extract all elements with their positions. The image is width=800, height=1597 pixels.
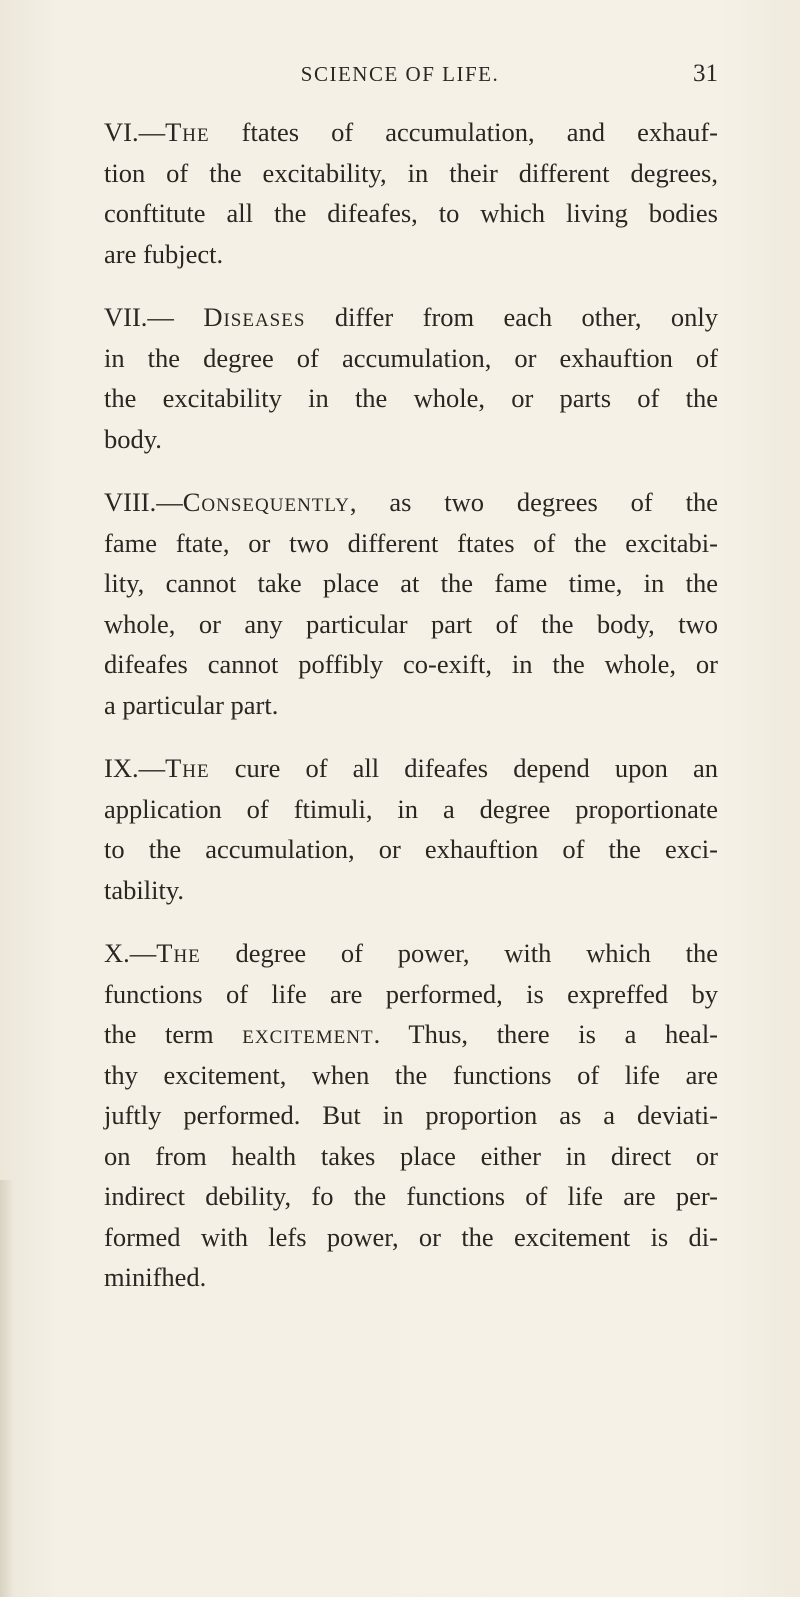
text-line: the term excitement. Thus, there is a heal- — [104, 1019, 719, 1049]
page-edge-shadow — [0, 1180, 14, 1597]
text-line: body. — [104, 423, 162, 454]
body-text — [104, 112, 718, 1321]
paragraph-viii — [104, 482, 718, 725]
paragraph-x — [104, 933, 718, 1298]
text-line: on from health takes place either in direct or — [104, 1140, 718, 1171]
text-line: difeafes cannot poffibly co-exift, in the whole, or — [104, 649, 718, 679]
running-title: SCIENCE OF LIFE. — [300, 62, 500, 86]
text-line: minifhed. — [104, 1262, 207, 1292]
text-line: functions of life are performed, is expreffed by — [104, 978, 718, 1009]
text-line: the excitability in the whole, or parts of the — [104, 383, 718, 413]
text-line: lity, cannot take place at the fame time, in the — [104, 568, 718, 598]
text-line: VIII.—Consequently, as two degrees of the — [104, 487, 718, 517]
text-line: VI.—The ftates of accumulation, and exhauf- — [104, 117, 718, 147]
text-line: juftly performed. But in proportion as a deviati- — [104, 1100, 718, 1130]
text-line: are fubject. — [104, 238, 224, 269]
text-line: to the accumulation, or exhauftion of the exci- — [104, 834, 718, 864]
paragraph-vi — [104, 112, 718, 274]
text-line: fame ftate, or two different ftates of the excitabi- — [104, 527, 718, 558]
paragraph-ix — [104, 748, 718, 910]
text-line: whole, or any particular part of the body, two — [104, 608, 718, 639]
text-line: thy excitement, when the functions of life are — [104, 1059, 718, 1090]
text-line: X.—The degree of power, with which the — [104, 938, 718, 968]
text-line: in the degree of accumulation, or exhauftion of — [104, 342, 718, 373]
text-line: indirect debility, fo the functions of life are per- — [104, 1181, 718, 1211]
text-line: tion of the excitability, in their different degrees, — [104, 157, 718, 188]
text-line: conftitute all the difeafes, to which living bodies — [104, 198, 718, 228]
text-line: VII.— Diseases differ from each other, only — [104, 302, 718, 332]
text-line: a particular part. — [104, 689, 279, 720]
paragraph-vii — [104, 297, 718, 459]
text-line: application of ftimuli, in a degree proportionate — [104, 793, 718, 824]
running-head — [0, 62, 800, 92]
text-line: tability. — [104, 874, 184, 905]
text-line: IX.—The cure of all difeafes depend upon an — [104, 753, 718, 783]
text-line: formed with lefs power, or the excitement is di- — [104, 1221, 718, 1252]
page-number: 31 — [693, 60, 718, 87]
